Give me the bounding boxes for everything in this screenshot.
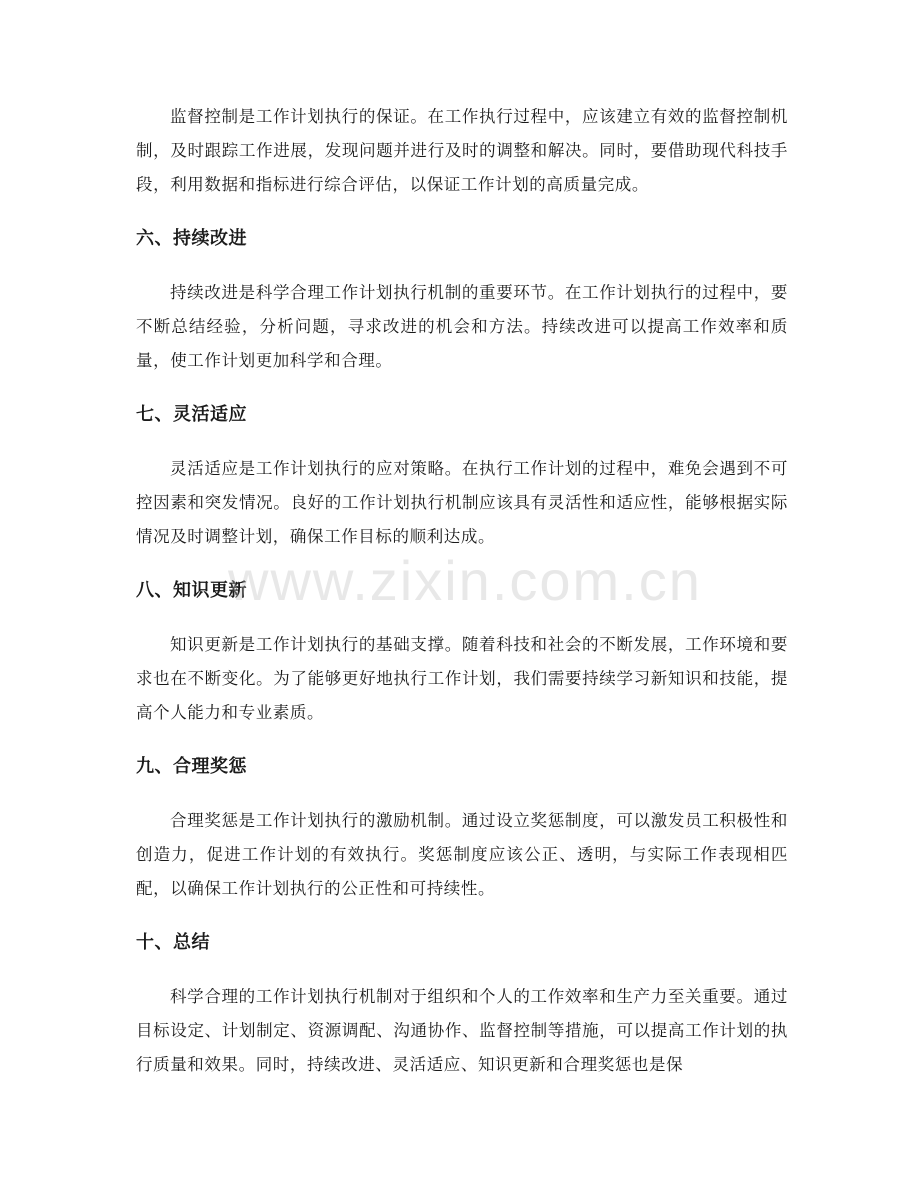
section-heading-7: 七、灵活适应 (136, 404, 247, 425)
section-paragraph-6: 持续改进是科学合理工作计划执行机制的重要环节。在工作计划执行的过程中，要不断总结经验，分析问题，寻求改进的机会和方法。持续改进可以提高工作效率和质量，使工作计划更加科学和合理。 (136, 283, 788, 370)
section-paragraph-8: 知识更新是工作计划执行的基础支撑。随着科技和社会的不断发展，工作环境和要求也在不断变化。为了能够更好地执行工作计划，我们需要持续学习新知识和技能，提高个人能力和专业素质。 (136, 635, 788, 722)
section-paragraph-9: 合理奖惩是工作计划执行的激励机制。通过设立奖惩制度，可以激发员工积极性和创造力，促进工作计划的有效执行。奖惩制度应该公正、透明，与实际工作表现相匹配，以确保工作计划执行的公正性和可持续性。 (136, 811, 788, 898)
intro-paragraph: 监督控制是工作计划执行的保证。在工作执行过程中，应该建立有效的监督控制机制，及时跟踪工作进展，发现问题并进行及时的调整和解决。同时，要借助现代科技手段，利用数据和指标进行综合评估，以保证工作计划的高质量完成。 (136, 107, 788, 194)
section-heading-8: 八、知识更新 (136, 580, 247, 601)
section-heading-9: 九、合理奖惩 (136, 756, 247, 777)
section-heading-10: 十、总结 (136, 932, 210, 953)
section-heading-6: 六、持续改进 (136, 228, 247, 249)
watermark: www.zixin.com.cn (228, 549, 702, 612)
section-paragraph-7: 灵活适应是工作计划执行的应对策略。在执行工作计划的过程中，难免会遇到不可控因素和突发情况。良好的工作计划执行机制应该具有灵活性和适应性，能够根据实际情况及时调整计划，确保工作目标的顺利达成。 (136, 459, 788, 546)
section-paragraph-10: 科学合理的工作计划执行机制对于组织和个人的工作效率和生产力至关重要。通过目标设定、计划制定、资源调配、沟通协作、监督控制等措施，可以提高工作计划的执行质量和效果。同时，持续改进、灵活适应、知识更新和合理奖惩也是保 (136, 987, 788, 1074)
document-body (136, 100, 788, 1082)
